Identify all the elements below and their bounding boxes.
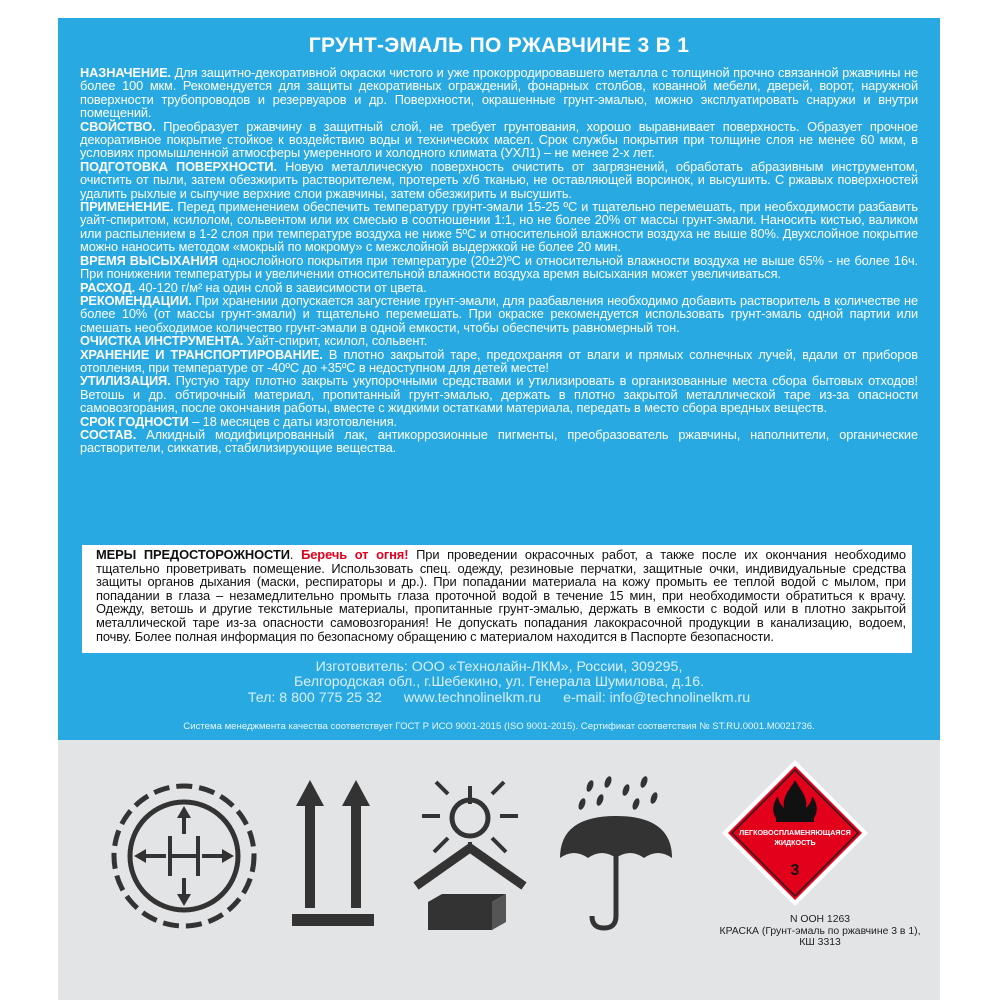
this-way-up-icon — [288, 780, 378, 930]
contacts-line — [58, 691, 940, 706]
keep-dry-icon — [556, 776, 676, 932]
product-title: ГРУНТ-ЭМАЛЬ ПО РЖАВЧИНЕ 3 В 1 — [308, 34, 690, 57]
fire-warning: Беречь от огня! — [301, 547, 409, 562]
flammable-liquid-icon — [720, 758, 870, 908]
section-tool-cleaning: ОЧИСТКА ИНСТРУМЕНТА. Уайт-спирит, ксилол, сольвент. — [80, 333, 428, 349]
precautions-text: При проведении окрасочных работ, а также после их окончания необходимо тщательно проветривать помещение. Использовать спец. одежду, резиновые перчатки, защитные очки, индивидуальные средства защиты органов дыхания (маски, респираторы и др.). При попадании материала на кожу промыть ее теплой водой с мылом, при попадании в глаза – незамедлительно промыть глаза проточной водой в течение 15 мин, при необходимости обратиться к врачу. Одежду, ветошь и другие текстильные материалы, пропитанные грунт-эмалью, держать в емкости с водой или в плотно закрытой металлической таре из-за опасности самовозгорания! Не допускать попадания лакокрасочной продукции в канализацию, водоем, почву. Более полная информация по безопасному обращению с материалом находится в Паспорте безопасности. — [96, 547, 907, 644]
section-purpose: НАЗНАЧЕНИЕ. Для защитно-декоративной окраски чистого и уже прокорродировавшего металла с толщиной прочно связанной ржавчины не более 100 мкм. Рекомендуется для защиты декоративных ограждений, фонарных столбов, кованной мебели, дверей, ворот, наружной поверхности трубопроводов и резервуаров и др. Поверхности, окрашенные грунт-эмалью, можно эксплуатировать снаружи и внутри помещений. — [80, 65, 918, 121]
manufacturer-info — [58, 660, 940, 706]
section-drying-time: ВРЕМЯ ВЫСЫХАНИЯ однослойного покрытия при температуре (20±2)ºС и относительной влажности воздуха не выше 65% - не более 16ч. При понижении температуры и увеличении относительной влажности воздуха время высыхания может увеличиваться. — [80, 252, 918, 282]
instructions-text — [80, 66, 918, 455]
hazard-text-line2: ЖИДКОСТЬ — [774, 838, 816, 847]
emergency-code: КШ 3313 — [799, 937, 841, 948]
section-recommendations: РЕКОМЕНДАЦИИ. При хранении допускается загустение грунт-эмали, для разбавления необходимо добавить растворитель в количестве не более 10% (от массы грунт-эмали) и тщательно перемешать. При окраске рекомендуется использовать грунт-эмаль одной партии или смешать необходимое количество грунт-эмали в одной емкости, чтобы обеспечить равномерный тон. — [80, 292, 918, 335]
section-shelf-life: СРОК ГОДНОСТИ – 18 месяцев с даты изготовления. — [80, 413, 397, 429]
website: www.technolinelkm.ru — [403, 689, 542, 706]
email: e-mail: info@technolinelkm.ru — [563, 689, 751, 706]
section-storage: ХРАНЕНИЕ И ТРАНСПОРТИРОВАНИЕ. В плотно закрытой таре, предохраняя от влаги и прямых солнечных лучей, вдали от приборов отопления, при температуре от -40ºС до +35ºС в недоступном для детей месте! — [80, 346, 918, 375]
keep-away-from-sunlight-icon — [408, 778, 532, 938]
un-shipping-info — [700, 914, 940, 949]
hazard-class-number: 3 — [790, 862, 800, 879]
section-consumption: РАСХОД. 40-120 г/м² на один слой в зависимости от цвета. — [80, 279, 427, 295]
phone: Тел: 8 800 775 25 32 — [247, 689, 382, 706]
un-number: N ООН 1263 — [789, 914, 851, 925]
shipping-name: КРАСКА (Грунт-эмаль по ржавчине 3 в 1), — [719, 925, 921, 937]
section-surface-preparation: ПОДГОТОВКА ПОВЕРХНОСТИ. Новую металлическую поверхность очистить от загрязнений, обработать абразивным инструментом, очистить от пыли, затем обезжирить растворителем, протереть х/б тканью, не оставляющей ворсинок, и высушить. С ржавых поверхностей удалить рыхлые и сыпучие верхние слои ржавчины, затем обезжирить и высушить. — [80, 158, 918, 201]
manufacturer-address: Белгородская обл., г.Шебекино, ул. Генерала Шумилова, д.16. — [293, 674, 705, 691]
certification-note: Система менеджмента качества соответствует ГОСТ Р ИСО 9001-2015 (ISO 9001-2015). Сертификат соответствия № ST.RU.0001.M0021736. — [183, 721, 815, 732]
manufacturer-line1: Изготовитель: ООО «Технолайн-ЛКМ», России, 309295, — [315, 659, 683, 675]
precautions-box: МЕРЫ ПРЕДОСТОРОЖНОСТИ. Беречь от огня! При проведении окрасочных работ, а также после их окончания необходимо тщательно проветривать помещение. Использовать спец. одежду, резиновые перчатки, защитные очки, индивидуальные средства защиты органов дыхания (маски, респираторы и др.). При попадании материала на кожу промыть ее теплой водой с мылом, при попадании в глаза – незамедлительно промыть глаза проточной водой в течение 15 мин, при необходимости обратиться к врачу. Одежду, ветошь и другие текстильные материалы, пропитанные грунт-эмалью, держать в емкости с водой или в плотно закрытой металлической таре из-за опасности самовозгорания! Не допускать попадания лакокрасочной продукции в канализацию, водоем, почву. Более полная информация по безопасному обращению с материалом находится в Паспорте безопасности. — [82, 545, 912, 653]
hazard-text-line1: ЛЕГКОВОСПЛАМЕНЯЮЩАЯСЯ — [739, 828, 851, 837]
section-composition: СОСТАВ. Алкидный модифицированный лак, антикоррозионные пигменты, преобразователь ржавчины, наполнители, органические растворители, сиккатив, стабилизирующие вещества. — [80, 426, 918, 456]
keep-upright-center-of-gravity-icon — [106, 778, 262, 934]
section-disposal: УТИЛИЗАЦИЯ. Пустую тару плотно закрыть укупорочными средствами и утилизировать в организованные места сбора бытовых отходов! Ветошь и др. обтирочный материал, пропитанный грунт-эмалью, держать в плотно закрытой металлической таре из-за опасности самовозгорания, после окончания работы, вместе с жидкими остатками материала, передать в место сбора вредных веществ. — [80, 373, 918, 416]
section-application: ПРИМЕНЕНИЕ. Перед применением обеспечить температуру грунт-эмали 15-25 ºС и тщательно перемешать, при необходимости разбавить уайт-спиритом, ксилолом, сольвентом или их смесью в соотношении 1:1, но не более 20% от массы грунт-эмали. Наносить кистью, валиком или распылением в 1-2 слоя при температуре воздуха не ниже 5ºС и относительной влажности воздуха не выше 80%. Двухслойное покрытие можно наносить методом «мокрый по мокрому» с межслойной выдержкой не более 20 мин. — [80, 199, 918, 255]
section-property: СВОЙСТВО. Преобразует ржавчину в защитный слой, не требует грунтования, хорошо выравнивает поверхность. Образует прочное декоративное покрытие стойкое к воздействию воды и технических масел. Срок службы покрытия при толщине слоя не менее 60 мкм, в условиях промышленной атмосферы умеренного и холодного климата (УХЛ1) – не менее 2-х лет. — [80, 118, 918, 161]
precautions-heading: МЕРЫ ПРЕДОСТОРОЖНОСТИ — [96, 547, 290, 562]
